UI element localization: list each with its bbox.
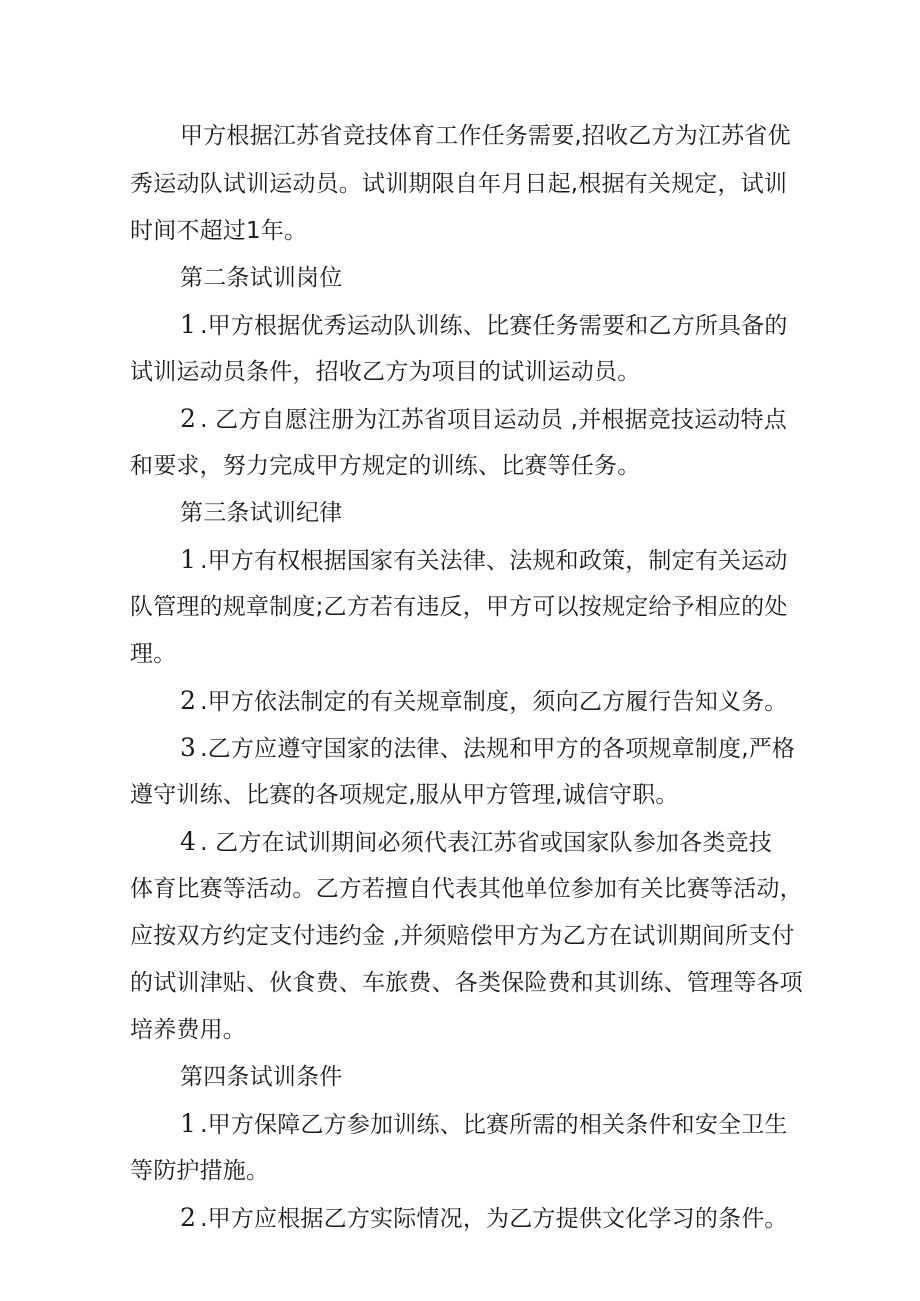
list-item-line: 2 . 乙方自愿注册为江苏省项目运动员 ,并根据竞技运动特点 xyxy=(180,404,787,433)
paragraph-line: 体育比赛等活动。乙方若擅自代表其他单位参加有关比赛等活动， xyxy=(130,876,803,902)
list-item-line: 3 .乙方应遵守国家的法律、法规和甲方的各项规章制度,严格 xyxy=(180,733,796,762)
paragraph-line: 等防护措施。 xyxy=(130,1158,270,1184)
paragraph-line: 培养费用。 xyxy=(130,1017,246,1043)
paragraph-line: 和要求，努力完成甲方规定的训练、比赛等任务。 xyxy=(130,453,641,479)
paragraph-line: 队管理的规章制度;乙方若有违反，甲方可以按规定给予相应的处 xyxy=(130,594,788,620)
list-item-line: 1 .甲方根据优秀运动队训练、比赛任务需要和乙方所具备的 xyxy=(180,310,788,339)
section-heading: 第三条试训纪律 xyxy=(180,500,343,526)
paragraph-line: 时间不超过1年。 xyxy=(130,218,308,244)
list-item-line: 4 . 乙方在试训期间必须代表江苏省或国家队参加各类竞技 xyxy=(180,827,772,856)
section-heading: 第四条试训条件 xyxy=(180,1064,343,1090)
list-item-line: 1 .甲方有权根据国家有关法律、法规和政策，制定有关运动 xyxy=(180,545,788,574)
paragraph-line: 秀运动队试训运动员。试训期限自年月日起,根据有关规定，试训 xyxy=(130,171,788,197)
paragraph-line: 甲方根据江苏省竞技体育工作任务需要,招收乙方为江苏省优 xyxy=(180,123,791,149)
section-heading: 第二条试训岗位 xyxy=(180,265,343,291)
paragraph-line: 应按双方约定支付违约金 ,并须赔偿甲方为乙方在试训期间所支付 xyxy=(130,923,795,949)
list-item-line: 2 .甲方应根据乙方实际情况，为乙方提供文化学习的条件。 xyxy=(180,1203,788,1232)
paragraph-line: 理。 xyxy=(130,641,177,667)
paragraph-line: 试训运动员条件，招收乙方为项目的试训运动员。 xyxy=(130,359,641,385)
paragraph-line: 的试训津贴、伙食费、车旅费、各类保险费和其训练、管理等各项 xyxy=(130,970,803,996)
paragraph-line: 遵守训练、比赛的各项规定,服从甲方管理,诚信守职。 xyxy=(130,782,679,808)
list-item-line: 1 .甲方保障乙方参加训练、比赛所需的相关条件和安全卫生 xyxy=(180,1109,788,1138)
list-item-line: 2 .甲方依法制定的有关规章制度，须向乙方履行告知义务。 xyxy=(180,686,788,715)
